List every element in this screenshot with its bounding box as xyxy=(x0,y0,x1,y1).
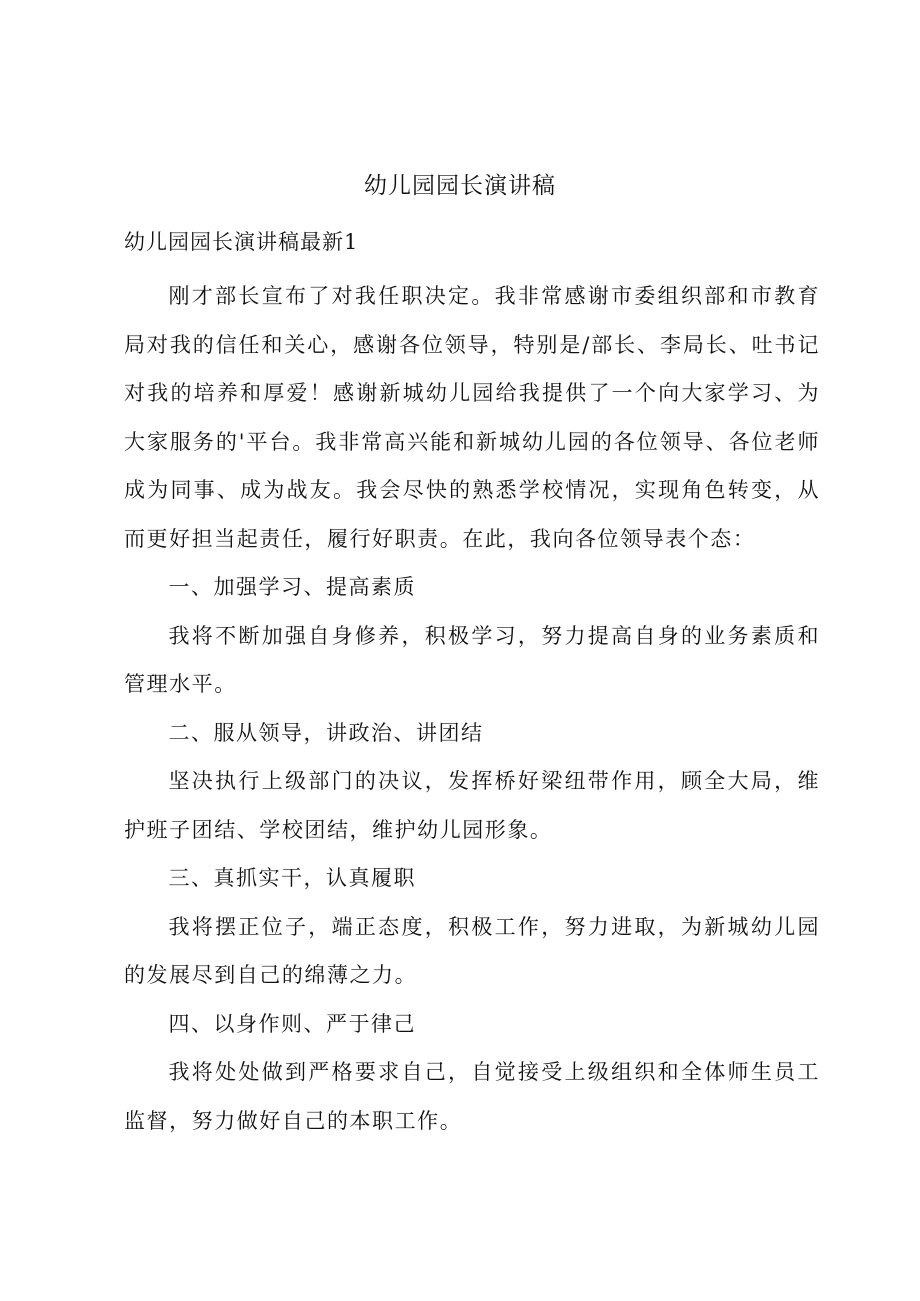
paragraph-intro: 刚才部长宣布了对我任职决定。我非常感谢市委组织部和市教育局对我的信任和关心，感谢各位领导，特别是/部长、李局长、吐书记对我的培养和厚爱！感谢新城幼儿园给我提供了一个向大家学习、为大家服务的'平台。我非常高兴能和新城幼儿园的各位领导、各位老师成为同事、成为战友。我会尽快的熟悉学校情况，实现角色转变，从而更好担当起责任，履行好职责。在此，我向各位领导表个态： xyxy=(124,284,820,551)
paragraph-section-2: 坚决执行上级部门的决议，发挥桥好梁纽带作用，顾全大局，维护班子团结、学校团结，维护幼儿园形象。 xyxy=(124,769,820,842)
paragraph-section-3: 我将摆正位子，端正态度，积极工作，努力进取，为新城幼儿园的发展尽到自己的绵薄之力。 xyxy=(124,914,820,987)
document-title: 幼儿园园长演讲稿 xyxy=(364,173,556,199)
document-subtitle: 幼儿园园长演讲稿最新1 xyxy=(124,230,359,254)
document-body xyxy=(124,272,820,1145)
section-heading-3: 三、真抓实干，认真履职 xyxy=(168,866,417,890)
section-heading-2: 二、服从领导，讲政治、讲团结 xyxy=(168,720,484,745)
paragraph-section-1: 我将不断加强自身修养，积极学习，努力提高自身的业务素质和管理水平。 xyxy=(124,623,820,696)
section-heading-4: 四、以身作则、严于律己 xyxy=(168,1011,417,1036)
paragraph-section-4: 我将处处做到严格要求自己，自觉接受上级组织和全体师生员工监督，努力做好自己的本职工作。 xyxy=(124,1060,820,1133)
section-heading-1: 一、加强学习、提高素质 xyxy=(168,575,417,599)
